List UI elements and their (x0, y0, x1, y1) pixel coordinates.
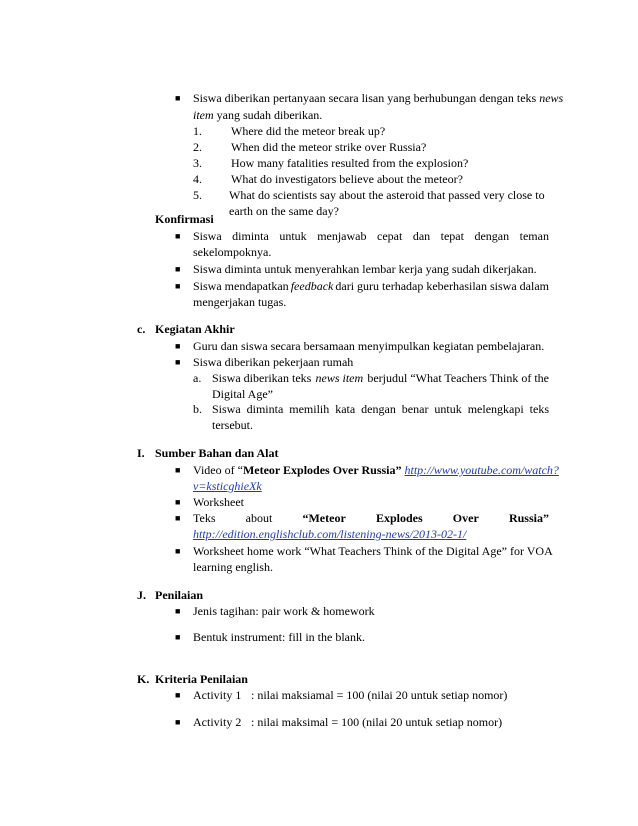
bullet-icon: ■ (175, 281, 181, 291)
question-text: How many fatalities resulted from the explosion? (231, 156, 469, 170)
section-heading-konfirmasi: Konfirmasi (155, 212, 214, 226)
sumber-teks-cont (193, 527, 466, 542)
section-label: K. (137, 672, 150, 686)
kegiatan-bullet-2: Siswa diberikan pekerjaan rumah (193, 355, 354, 369)
kegiatan-bullet-1: Guru dan siswa secara bersamaan menyimpulkan kegiatan pembelajaran. (193, 339, 545, 353)
penilaian-bullet-2: Bentuk instrument: fill in the blank. (193, 630, 365, 644)
sumber-homework-cont: learning english. (193, 560, 273, 574)
bullet-icon: ■ (175, 632, 181, 642)
sumber-homework: Worksheet home work “What Teachers Think of the Digital Age” for VOA (193, 544, 553, 558)
bullet-icon: ■ (175, 357, 181, 367)
bullet-icon: ■ (175, 717, 181, 727)
sumber-teks: Teks about “Meteor Explodes Over Russia” (193, 511, 549, 525)
bullet-icon: ■ (175, 546, 181, 556)
kriteria-activity-text: : nilai maksimal = 100 (nilai 20 untuk setiap nomor) (251, 715, 503, 729)
sumber-worksheet: Worksheet (193, 495, 245, 509)
youtube-link[interactable]: http://www.youtube.com/watch? (404, 463, 559, 477)
sub-item-b: Siswa diminta memilih kata dengan benar untuk melengkapi teks (212, 402, 549, 416)
sub-item-a-cont: Digital Age” (212, 387, 273, 401)
question-number: 2. (193, 140, 202, 154)
question-number: 5. (193, 188, 202, 202)
kriteria-activity-name: Activity 1 (193, 688, 242, 702)
sub-item-label: a. (193, 371, 202, 385)
konfirmasi-bullet-1: Siswa diminta untuk menjawab cepat dan tepat dengan teman (193, 229, 549, 243)
questions-intro: Siswa diberikan pertanyaan secara lisan yang berhubungan dengan teks news (193, 91, 564, 105)
section-label: I. (137, 446, 145, 460)
konfirmasi-bullet-1-cont: sekelompoknya. (193, 245, 272, 259)
penilaian-bullet-1: Jenis tagihan: pair work & homework (193, 604, 375, 618)
bullet-icon: ■ (175, 606, 181, 616)
sumber-video: Video of “Meteor Explodes Over Russia” http://www.youtube.com/watch? (193, 463, 559, 477)
question-text: What do scientists say about the asteroid that passed very close to (229, 188, 545, 202)
section-label: J. (137, 588, 146, 602)
sub-item-label: b. (193, 402, 202, 416)
section-heading-kriteria: Kriteria Penilaian (155, 672, 248, 686)
bullet-icon: ■ (175, 341, 181, 351)
sumber-video-cont (193, 479, 262, 494)
bullet-icon: ■ (175, 93, 181, 103)
section-label: c. (137, 322, 146, 336)
konfirmasi-bullet-3-cont: mengerjakan tugas. (193, 295, 287, 309)
sub-item-a: Siswa diberikan teks news item berjudul “What Teachers Think of the (212, 371, 549, 385)
kriteria-activity-name: Activity 2 (193, 715, 242, 729)
konfirmasi-bullet-2: Siswa diminta untuk menyerahkan lembar kerja yang sudah dikerjakan. (193, 262, 537, 276)
question-text: Where did the meteor break up? (231, 124, 386, 138)
kriteria-activity-text: : nilai maksiamal = 100 (nilai 20 untuk setiap nomor) (251, 688, 508, 702)
question-text-cont: earth on the same day? (229, 204, 339, 218)
sub-item-b-cont: tersebut. (212, 418, 253, 432)
section-heading-penilaian: Penilaian (155, 588, 204, 602)
bullet-icon: ■ (175, 497, 181, 507)
konfirmasi-bullet-3: Siswa mendapatkan feedback dari guru terhadap keberhasilan siswa dalam (193, 279, 549, 293)
section-heading-kegiatan-akhir: Kegiatan Akhir (155, 322, 235, 336)
youtube-link-cont[interactable]: v=ksticghieXk (193, 479, 262, 493)
bullet-icon: ■ (175, 264, 181, 274)
section-heading-sumber: Sumber Bahan dan Alat (155, 446, 279, 460)
bullet-icon: ■ (175, 690, 181, 700)
questions-intro-cont: item yang sudah diberikan. (193, 108, 323, 122)
question-number: 1. (193, 124, 202, 138)
question-number: 4. (193, 172, 202, 186)
bullet-icon: ■ (175, 513, 181, 523)
question-text: What do investigators believe about the meteor? (231, 172, 463, 186)
question-text: When did the meteor strike over Russia? (231, 140, 427, 154)
bullet-icon: ■ (175, 231, 181, 241)
bullet-icon: ■ (175, 465, 181, 475)
englishclub-link[interactable]: http://edition.englishclub.com/listening-news/2013-02-1/ (193, 527, 467, 541)
question-number: 3. (193, 156, 202, 170)
